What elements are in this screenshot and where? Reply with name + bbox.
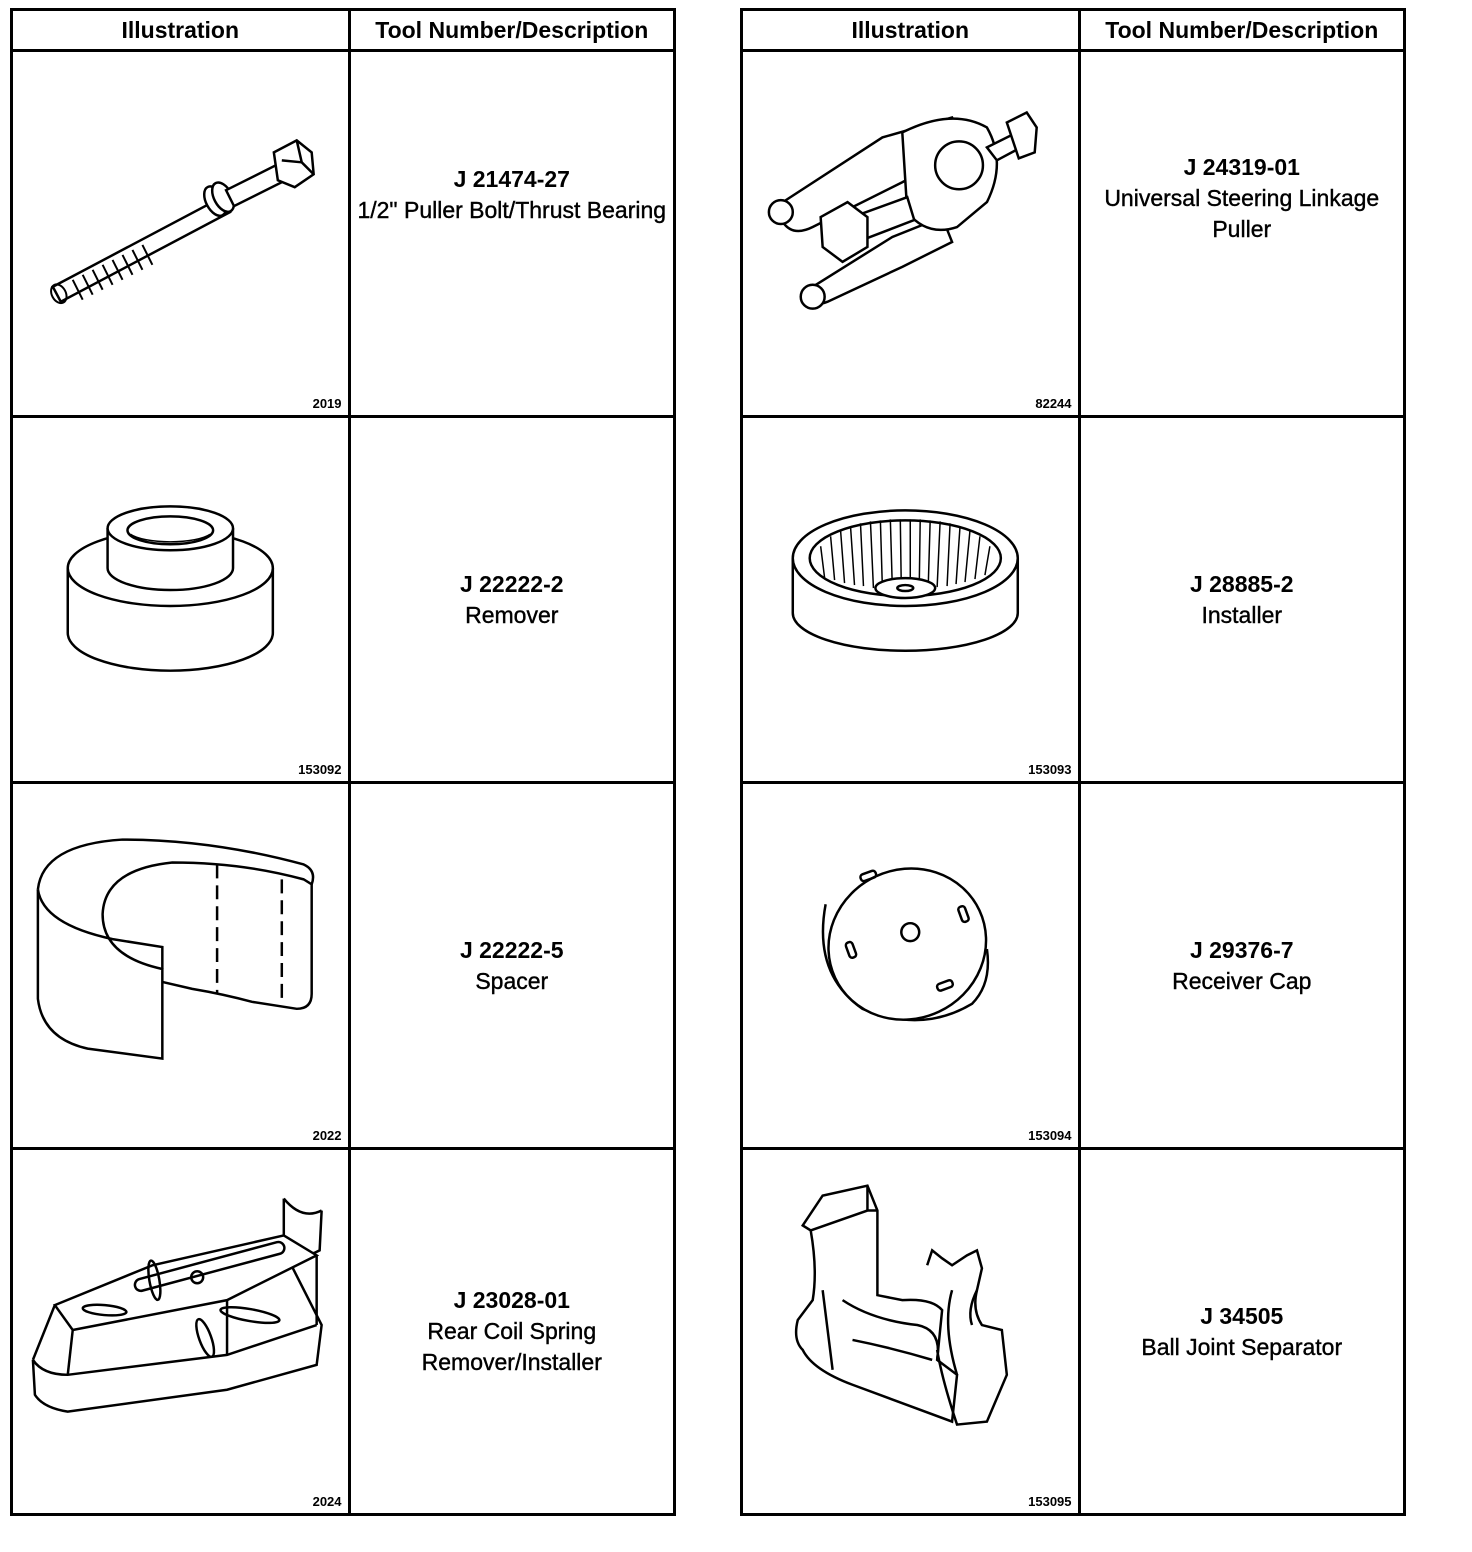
illustration-reference-number: 2022 — [312, 1128, 342, 1143]
tool-description-cell — [1079, 783, 1404, 1149]
illustration-cell — [12, 51, 350, 417]
tool-number: J 22222-2 — [459, 570, 564, 597]
illustration-cell — [12, 417, 350, 783]
illustration-reference-number: 2024 — [312, 1494, 342, 1509]
table-row — [742, 1149, 1405, 1515]
tool-description-cell — [349, 51, 674, 417]
illustration-cell — [742, 51, 1080, 417]
receiver-cap-illustration — [743, 784, 1078, 1147]
tool-name: Spacer — [475, 967, 549, 994]
tool-number: J 29376-7 — [1189, 936, 1294, 963]
illustration-reference-number: 153095 — [1028, 1494, 1072, 1509]
header-illustration: Illustration — [742, 10, 1080, 51]
tool-table-left — [10, 8, 676, 1516]
illustration-cell — [742, 1149, 1080, 1515]
coil-spring-tool-illustration — [13, 1150, 348, 1513]
tool-name: Installer — [1201, 601, 1283, 628]
tool-description-cell — [349, 783, 674, 1149]
illustration-cell — [12, 1149, 350, 1515]
tool-name: Remover — [465, 601, 559, 628]
illustration-reference-number: 153092 — [298, 762, 342, 777]
tool-description-cell — [1079, 51, 1404, 417]
ball-joint-separator-illustration — [743, 1150, 1078, 1513]
illustration-reference-number: 153093 — [1028, 762, 1072, 777]
illustration-cell — [742, 783, 1080, 1149]
tool-number: J 23028-01 — [453, 1287, 570, 1313]
installer-illustration — [743, 418, 1078, 781]
tool-name: Ball Joint Separator — [1141, 1333, 1343, 1360]
table-row — [742, 51, 1405, 417]
puller-bolt-illustration — [13, 52, 348, 415]
illustration-reference-number: 82244 — [1035, 396, 1072, 411]
table-row — [742, 783, 1405, 1149]
table-row — [742, 417, 1405, 783]
table-row — [12, 783, 675, 1149]
header-illustration: Illustration — [12, 10, 350, 51]
tool-number: J 24319-01 — [1183, 154, 1300, 180]
tool-name: 1/2" Puller Bolt/Thrust Bearing — [357, 196, 667, 223]
illustration-cell — [742, 417, 1080, 783]
tool-name: Rear Coil Spring Remover/Installer — [421, 1318, 602, 1375]
tool-description-cell — [1079, 1149, 1404, 1515]
steering-linkage-puller-illustration — [743, 52, 1078, 415]
tool-name: Receiver Cap — [1172, 967, 1312, 994]
table-row — [12, 1149, 675, 1515]
header-tool-number-description: Tool Number/Description — [349, 10, 674, 51]
tool-table-right — [740, 8, 1406, 1516]
tool-number: J 22222-5 — [459, 936, 564, 963]
tool-description-cell — [1079, 417, 1404, 783]
tool-description-cell — [349, 1149, 674, 1515]
remover-illustration — [13, 418, 348, 781]
tool-name: Universal Steering Linkage Puller — [1104, 185, 1380, 242]
illustration-reference-number: 2019 — [312, 396, 342, 411]
table-row — [12, 51, 675, 417]
tool-description-cell — [349, 417, 674, 783]
tool-number: J 34505 — [1200, 1302, 1284, 1329]
illustration-reference-number: 153094 — [1028, 1128, 1072, 1143]
tool-number: J 21474-27 — [453, 165, 570, 192]
table-row — [12, 417, 675, 783]
header-tool-number-description: Tool Number/Description — [1079, 10, 1404, 51]
tool-number: J 28885-2 — [1189, 570, 1294, 597]
spacer-illustration — [13, 784, 348, 1147]
illustration-cell — [12, 783, 350, 1149]
